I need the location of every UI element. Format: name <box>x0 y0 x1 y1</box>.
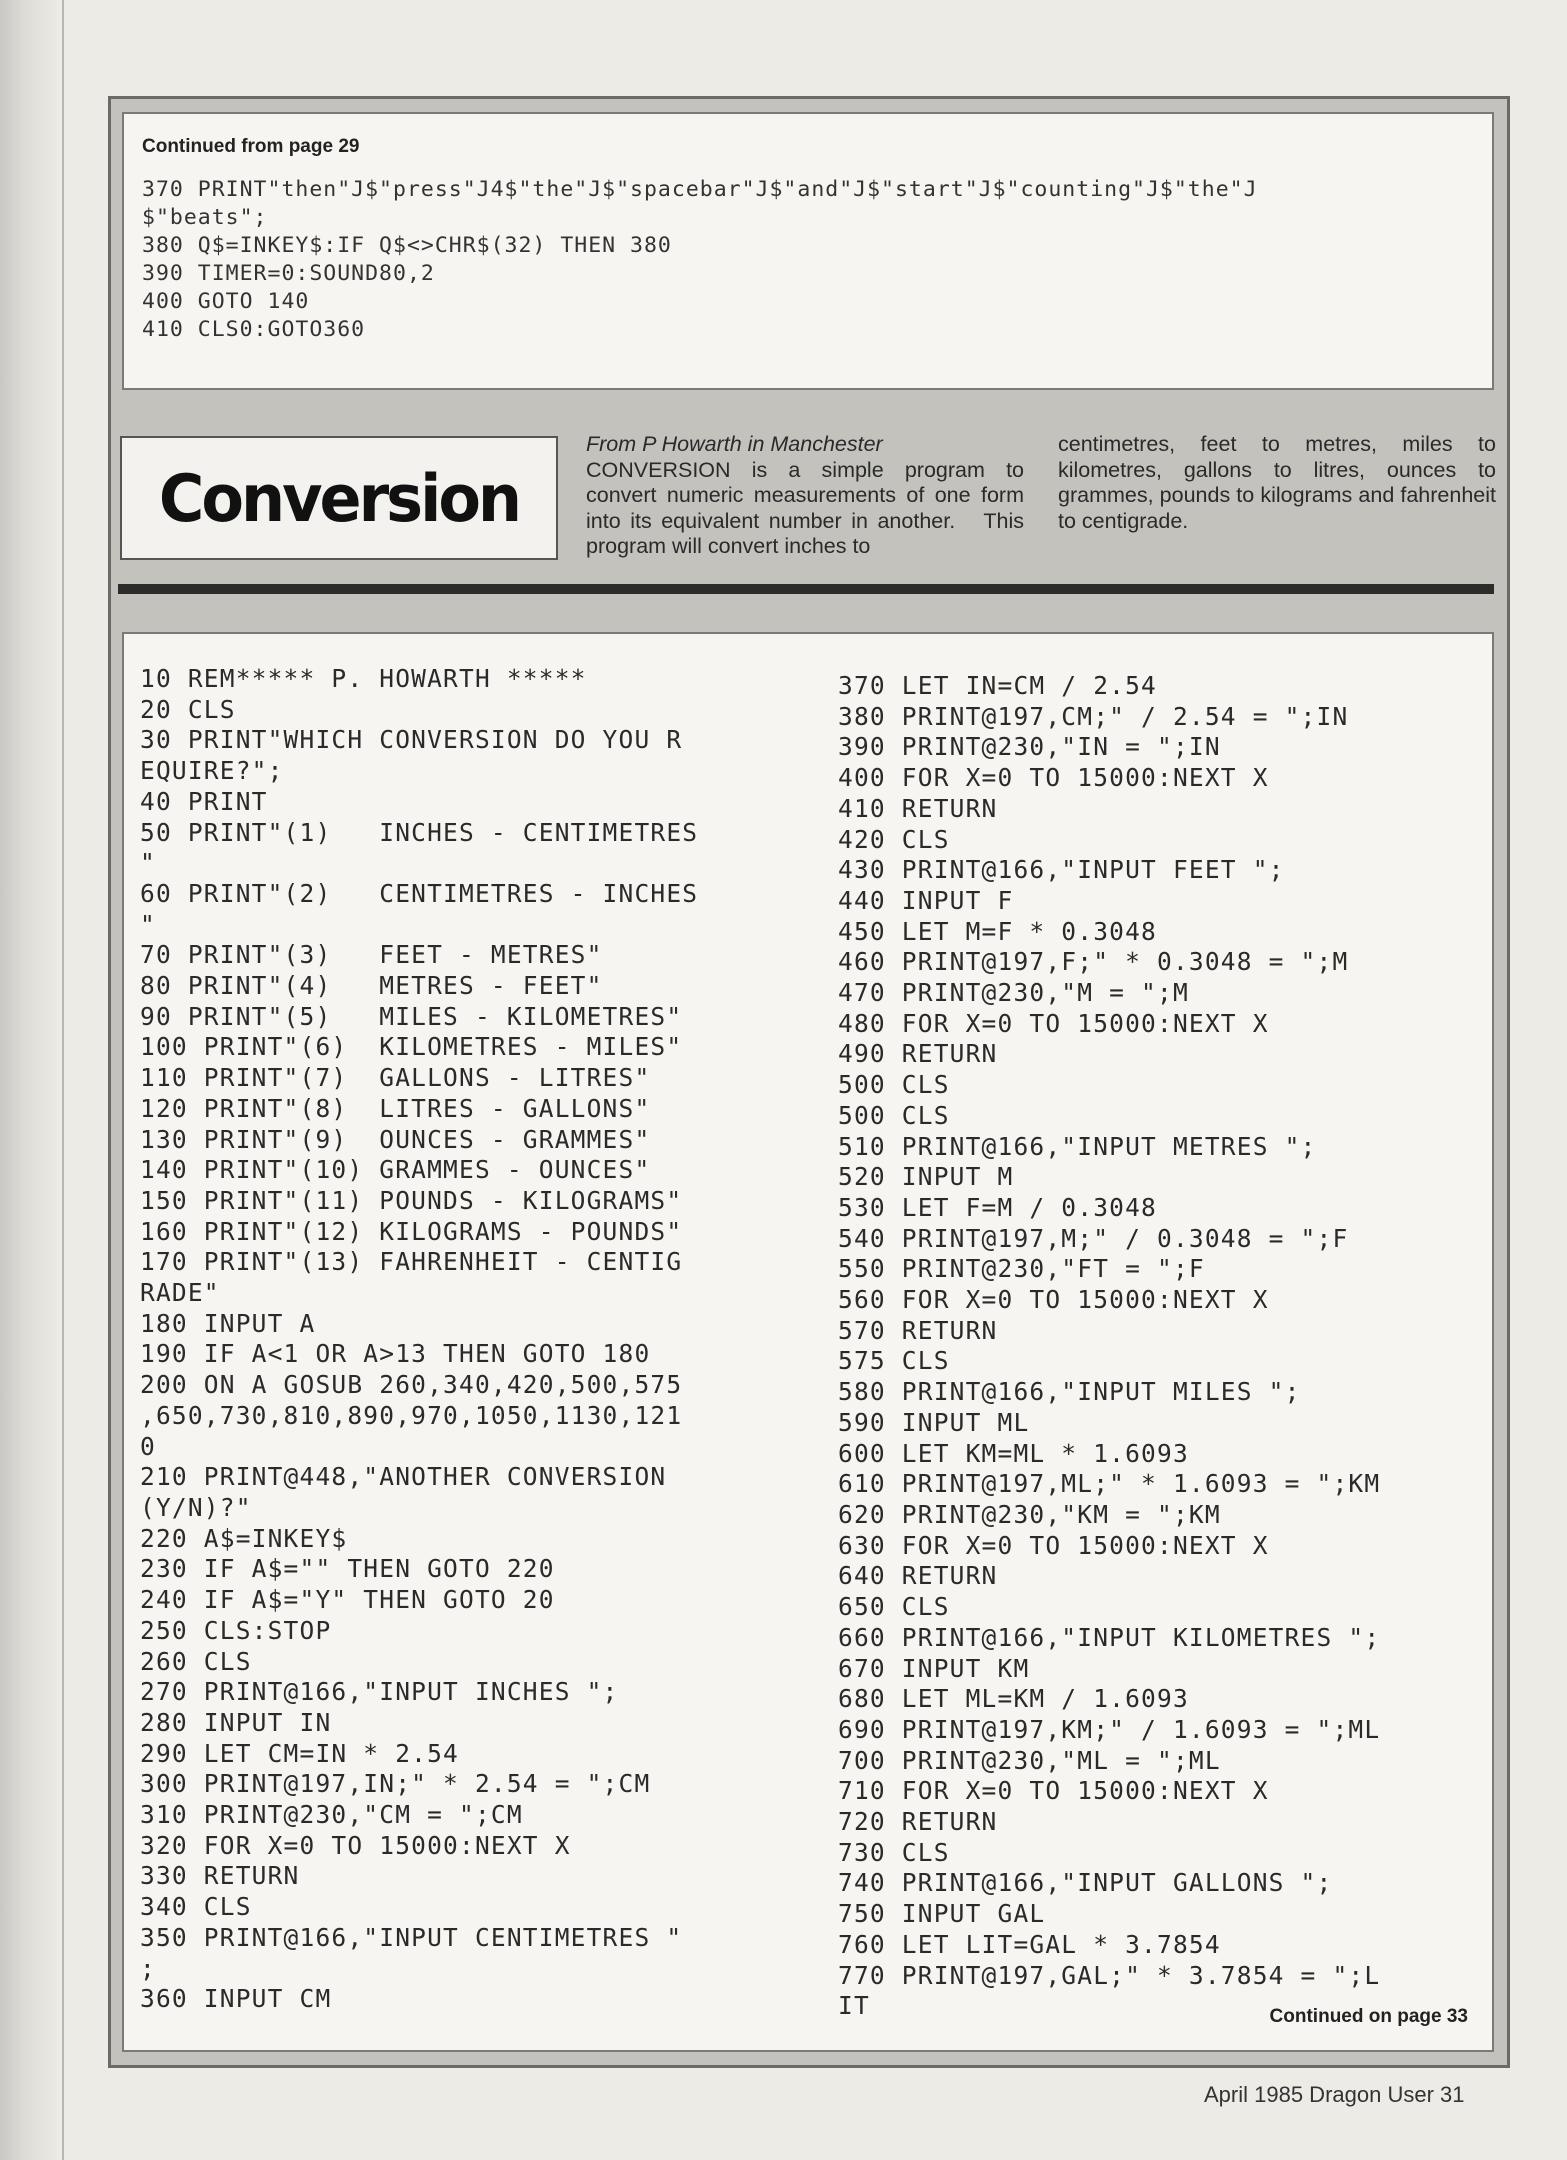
code-line: 400 GOTO 140 <box>142 289 310 314</box>
continued-from-label: Continued from page 29 <box>142 136 360 157</box>
code-line: 60 PRINT"(2) CENTIMETRES - INCHES <box>140 878 699 908</box>
code-line: 770 PRINT@197,GAL;" * 3.7854 = ";L <box>838 1960 1381 1990</box>
code-line: 510 PRINT@166,"INPUT METRES "; <box>838 1131 1317 1161</box>
code-line: 90 PRINT"(5) MILES - KILOMETRES" <box>140 1001 683 1031</box>
continued-code-listing <box>142 176 1474 344</box>
code-line: 180 INPUT A <box>140 1308 316 1338</box>
code-line: 380 Q$=INKEY$:IF Q$<>CHR$(32) THEN 380 <box>142 233 672 258</box>
code-line: 470 PRINT@230,"M = ";M <box>838 978 1189 1008</box>
code-line: $"beats"; <box>142 205 268 230</box>
continued-on-label: Continued on page 33 <box>1269 2006 1468 2027</box>
code-line: 250 CLS:STOP <box>140 1615 332 1645</box>
code-line: 400 FOR X=0 TO 15000:NEXT X <box>838 763 1269 793</box>
code-line: 370 PRINT"then"J$"press"J4$"the"J$"spacebar"J$"and"J$"start"J$"counting"J$"the"J <box>142 177 1258 202</box>
intro-column-1: CONVERSION is a simple program to convert numeric measurements of one form into its equivalent number in another. This program will convert inches to <box>586 457 1024 558</box>
code-line: 630 FOR X=0 TO 15000:NEXT X <box>838 1530 1269 1560</box>
code-line: RADE" <box>140 1278 220 1308</box>
article-title: Conversion <box>158 459 520 537</box>
code-line: 220 A$=INKEY$ <box>140 1523 348 1553</box>
section-divider-rule <box>118 584 1494 594</box>
code-line: 230 IF A$="" THEN GOTO 220 <box>140 1554 555 1584</box>
article-author: From P Howarth in Manchester <box>586 432 883 456</box>
page-spine-shadow <box>0 0 58 2160</box>
code-line: 80 PRINT"(4) METRES - FEET" <box>140 971 603 1001</box>
code-line: 300 PRINT@197,IN;" * 2.54 = ";CM <box>140 1769 651 1799</box>
code-line: 20 CLS <box>140 694 236 724</box>
code-line: 620 PRINT@230,"KM = ";KM <box>838 1499 1221 1529</box>
code-line: 690 PRINT@197,KM;" / 1.6093 = ";ML <box>838 1714 1381 1744</box>
code-line: 100 PRINT"(6) KILOMETRES - MILES" <box>140 1032 683 1062</box>
code-line: " <box>140 848 156 878</box>
code-line: 50 PRINT"(1) INCHES - CENTIMETRES <box>140 817 699 847</box>
code-line: 530 LET F=M / 0.3048 <box>838 1192 1158 1222</box>
code-line: 660 PRINT@166,"INPUT KILOMETRES "; <box>838 1622 1381 1652</box>
listing-column-left <box>140 664 698 2015</box>
code-line: 200 ON A GOSUB 260,340,420,500,575 <box>140 1370 683 1400</box>
code-line: 130 PRINT"(9) OUNCES - GRAMMES" <box>140 1124 651 1154</box>
code-line: 520 INPUT M <box>838 1162 1014 1192</box>
code-line: 170 PRINT"(13) FAHRENHEIT - CENTIG <box>140 1247 683 1277</box>
code-line: 590 INPUT ML <box>838 1407 1030 1437</box>
code-line: 580 PRINT@166,"INPUT MILES "; <box>838 1377 1301 1407</box>
code-line: 550 PRINT@230,"FT = ";F <box>838 1254 1205 1284</box>
code-line: 370 LET IN=CM / 2.54 <box>838 671 1158 700</box>
code-line: 330 RETURN <box>140 1861 300 1891</box>
code-line: " <box>140 909 156 939</box>
code-line: 380 PRINT@197,CM;" / 2.54 = ";IN <box>838 701 1349 731</box>
code-line: 500 CLS <box>838 1070 950 1100</box>
code-line: 430 PRINT@166,"INPUT FEET "; <box>838 855 1285 885</box>
continued-listing-box <box>122 112 1494 390</box>
code-line: 310 PRINT@230,"CM = ";CM <box>140 1800 523 1830</box>
code-line: 260 CLS <box>140 1646 252 1676</box>
code-line: 710 FOR X=0 TO 15000:NEXT X <box>838 1776 1269 1806</box>
code-line: 120 PRINT"(8) LITRES - GALLONS" <box>140 1093 651 1123</box>
code-line: 150 PRINT"(11) POUNDS - KILOGRAMS" <box>140 1185 683 1215</box>
code-line: 440 INPUT F <box>838 885 1014 915</box>
code-line: 610 PRINT@197,ML;" * 1.6093 = ";KM <box>838 1469 1381 1499</box>
code-line: 340 CLS <box>140 1892 252 1922</box>
code-line: 575 CLS <box>838 1346 950 1376</box>
code-line: 110 PRINT"(7) GALLONS - LITRES" <box>140 1063 651 1093</box>
code-line: (Y/N)?" <box>140 1492 252 1522</box>
code-line: ,650,730,810,890,970,1050,1130,121 <box>140 1400 683 1430</box>
code-line: 320 FOR X=0 TO 15000:NEXT X <box>140 1830 571 1860</box>
code-line: 750 INPUT GAL <box>838 1899 1046 1929</box>
code-line: 40 PRINT <box>140 786 268 816</box>
code-line: 560 FOR X=0 TO 15000:NEXT X <box>838 1285 1269 1315</box>
code-line: 10 REM***** P. HOWARTH ***** <box>140 664 587 693</box>
code-line: 390 TIMER=0:SOUND80,2 <box>142 261 435 286</box>
code-line: 0 <box>140 1431 156 1461</box>
code-line: 740 PRINT@166,"INPUT GALLONS "; <box>838 1868 1333 1898</box>
code-line: 760 LET LIT=GAL * 3.7854 <box>838 1929 1221 1959</box>
code-line: 540 PRINT@197,M;" / 0.3048 = ";F <box>838 1223 1349 1253</box>
code-line: 490 RETURN <box>838 1039 998 1069</box>
code-line: 160 PRINT"(12) KILOGRAMS - POUNDS" <box>140 1216 683 1246</box>
code-line: 190 IF A<1 OR A>13 THEN GOTO 180 <box>140 1339 651 1369</box>
code-line: IT <box>838 1991 870 2021</box>
code-line: 730 CLS <box>838 1837 950 1867</box>
article-title-box <box>120 436 558 560</box>
code-line: ; <box>140 1953 156 1983</box>
code-line: 360 INPUT CM <box>140 1984 332 2014</box>
code-line: 570 RETURN <box>838 1315 998 1345</box>
code-line: 480 FOR X=0 TO 15000:NEXT X <box>838 1008 1269 1038</box>
listing-column-right <box>838 671 1380 2022</box>
page-footer: April 1985 Dragon User 31 <box>1204 2082 1465 2107</box>
code-line: 680 LET ML=KM / 1.6093 <box>838 1684 1189 1714</box>
code-line: 270 PRINT@166,"INPUT INCHES "; <box>140 1677 619 1707</box>
code-line: 670 INPUT KM <box>838 1653 1030 1683</box>
code-line: 700 PRINT@230,"ML = ";ML <box>838 1745 1221 1775</box>
code-line: 350 PRINT@166,"INPUT CENTIMETRES " <box>140 1922 683 1952</box>
code-line: 290 LET CM=IN * 2.54 <box>140 1738 460 1768</box>
code-line: 210 PRINT@448,"ANOTHER CONVERSION <box>140 1462 667 1492</box>
code-line: 500 CLS <box>838 1100 950 1130</box>
code-line: 460 PRINT@197,F;" * 0.3048 = ";M <box>838 947 1349 977</box>
code-line: 420 CLS <box>838 824 950 854</box>
code-line: 410 CLS0:GOTO360 <box>142 317 366 342</box>
code-line: 600 LET KM=ML * 1.6093 <box>838 1438 1189 1468</box>
page-gutter-line <box>62 0 64 2160</box>
code-line: 720 RETURN <box>838 1807 998 1837</box>
article-intro <box>586 432 1496 562</box>
code-line: 390 PRINT@230,"IN = ";IN <box>838 732 1221 762</box>
program-listing-box <box>122 632 1494 2052</box>
code-line: 450 LET M=F * 0.3048 <box>838 916 1158 946</box>
code-line: 140 PRINT"(10) GRAMMES - OUNCES" <box>140 1155 651 1185</box>
code-line: 70 PRINT"(3) FEET - METRES" <box>140 940 603 970</box>
code-line: EQUIRE?"; <box>140 756 284 786</box>
code-line: 30 PRINT"WHICH CONVERSION DO YOU R <box>140 725 683 755</box>
code-line: 640 RETURN <box>838 1561 998 1591</box>
code-line: 650 CLS <box>838 1592 950 1622</box>
code-line: 410 RETURN <box>838 793 998 823</box>
intro-column-2: centimetres, feet to metres, miles to kilometres, gallons to litres, ounces to grammes, pounds to kilograms and fahrenheit to centigrade. <box>1058 432 1496 533</box>
code-line: 280 INPUT IN <box>140 1707 332 1737</box>
code-line: 240 IF A$="Y" THEN GOTO 20 <box>140 1585 555 1615</box>
